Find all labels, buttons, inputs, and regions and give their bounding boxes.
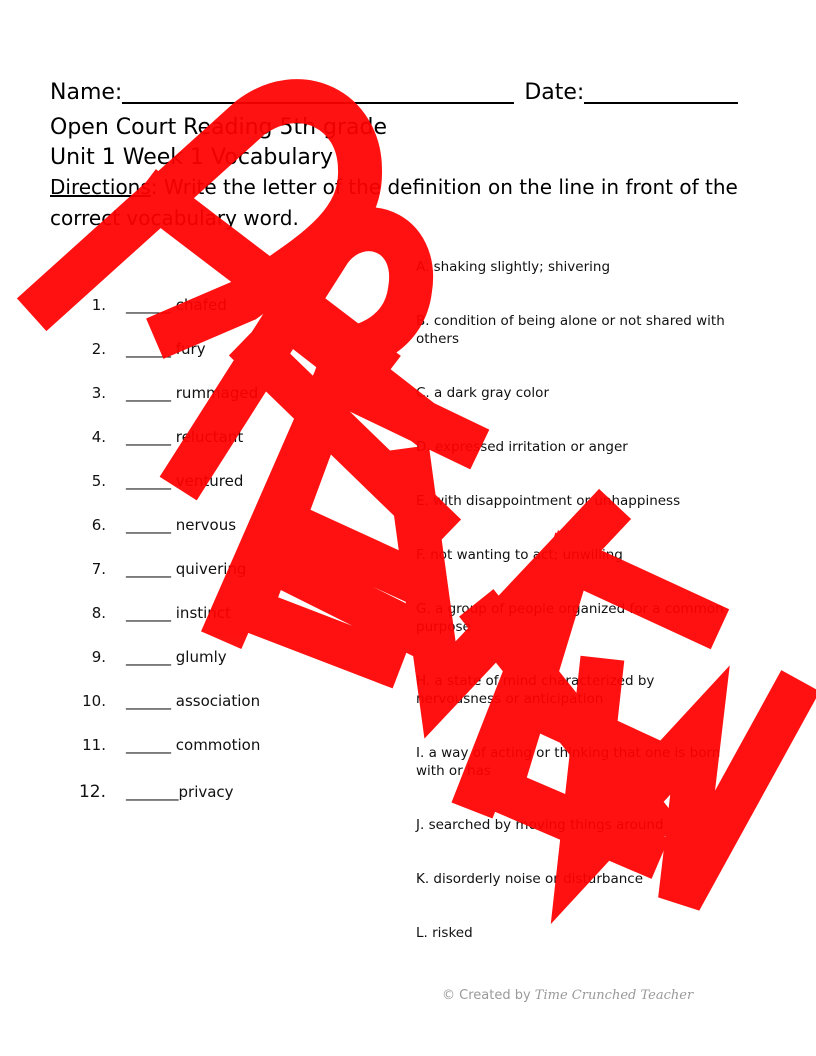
word-item (70, 692, 260, 710)
vocabulary-word: quivering (171, 560, 247, 578)
answer-blank: ______ (126, 692, 171, 710)
answer-blank: ______ (126, 384, 171, 402)
answer-blank: ______ (126, 648, 171, 666)
vocabulary-word: commotion (171, 736, 261, 754)
vocabulary-word: ventured (171, 472, 244, 490)
watermark-letter-i (490, 620, 650, 820)
word-item (70, 472, 243, 490)
name-label: Name: (50, 80, 123, 105)
word-item (70, 736, 260, 754)
definition-item: J. searched by moving things around (416, 817, 664, 833)
credit-prefix: © Created by (442, 988, 535, 1003)
definition-item: I. a way of acting or thinking that one is born with or has (416, 745, 721, 779)
word-item (70, 560, 246, 578)
word-item (70, 384, 258, 402)
definition-item: F. not wanting to act; unwilling (416, 547, 623, 563)
word-item (70, 428, 243, 446)
definition-item: B. condition of being alone or not shared with others (416, 313, 725, 347)
word-number: 9. (91, 648, 106, 666)
answer-blank: ______ (126, 604, 171, 622)
date-label: Date: (524, 80, 585, 105)
answer-blank: ______ (126, 560, 171, 578)
word-number: 7. (91, 560, 106, 578)
answer-blank: ______ (126, 472, 171, 490)
vocabulary-word: privacy (178, 783, 234, 801)
definition-item: G. a group of people organized for a common purpose (416, 601, 724, 635)
credit-line (442, 988, 693, 1003)
directions (50, 172, 740, 234)
vocabulary-word: rummaged (171, 384, 259, 402)
worksheet-subtitle: Unit 1 Week 1 Vocabulary (50, 145, 333, 170)
date-blank-line (584, 80, 738, 104)
word-item (70, 604, 231, 622)
worksheet-title: Open Court Reading 5th grade (50, 115, 388, 140)
word-number: 10. (82, 692, 106, 710)
definition-item: H. a state of mind characterized by nervousness or anticipation (416, 673, 655, 707)
definition-item: D. expressed irritation or anger (416, 439, 628, 455)
definition-item: K. disorderly noise or disturbance (416, 871, 643, 887)
watermark-letter-w (580, 680, 790, 900)
definition-item: A. shaking slightly; shivering (416, 259, 611, 275)
answer-blank: _______ (126, 783, 179, 801)
directions-text: : Write the letter of the definition on the line in front of the correct vocabulary word. (50, 175, 738, 230)
word-number: 5. (91, 472, 106, 490)
word-item (70, 648, 227, 666)
word-item (70, 516, 236, 534)
vocabulary-word: chafed (171, 296, 227, 314)
directions-label: Directions (50, 175, 151, 199)
answer-blank: ______ (126, 340, 171, 358)
name-date-row (50, 78, 738, 108)
answer-blank: ______ (126, 296, 171, 314)
word-number: 11. (82, 736, 106, 754)
word-number: 8. (91, 604, 106, 622)
word-number: 12. (78, 782, 106, 802)
answer-blank: ______ (126, 516, 171, 534)
vocabulary-word: association (171, 692, 261, 710)
word-number: 4. (91, 428, 106, 446)
definition-item: C. a dark gray color (416, 385, 549, 401)
word-item (70, 782, 234, 802)
definition-item: E. with disappointment or unhappiness (416, 493, 681, 509)
word-item (70, 296, 227, 314)
vocabulary-word: instinct (171, 604, 231, 622)
vocabulary-word: nervous (171, 516, 237, 534)
word-number: 2. (91, 340, 106, 358)
credit-author: Time Crunched Teacher (534, 988, 694, 1003)
word-number: 6. (91, 516, 106, 534)
answer-blank: ______ (126, 428, 171, 446)
vocabulary-word: reluctant (171, 428, 244, 446)
vocabulary-word: glumly (171, 648, 227, 666)
answer-blank: ______ (126, 736, 171, 754)
word-number: 3. (91, 384, 106, 402)
definition-item: L. risked (416, 925, 473, 941)
vocabulary-word: fury (171, 340, 206, 358)
word-number: 1. (91, 296, 106, 314)
word-item (70, 340, 206, 358)
name-blank-line (122, 80, 514, 104)
